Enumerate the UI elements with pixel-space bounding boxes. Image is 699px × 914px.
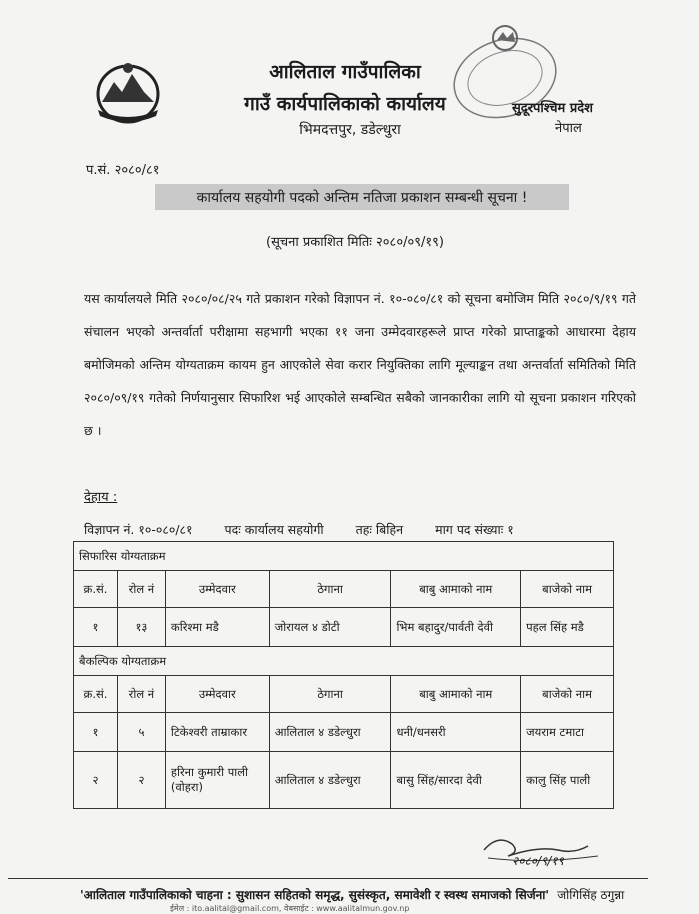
cell-sn: १ [74, 608, 118, 647]
table-header-row [74, 676, 614, 713]
table-header-row [74, 571, 614, 608]
footer-contact: ईमेल : ito.aalital@gmail.com, वेबसाईट : www.aalitalmun.gov.np [170, 904, 410, 913]
advert-details [84, 521, 542, 538]
office-name: गाउँ कार्यपालिकाको कार्यालय [244, 93, 446, 115]
footer-slogan [80, 886, 640, 903]
cell-parents: बासु सिंह/सारदा देवी [391, 752, 521, 809]
cell-parents: भिम बहादुर/पार्वती देवी [391, 608, 521, 647]
cell-grandfather: पहल सिंह मडै [521, 608, 614, 647]
cell-address: आलिताल ४ डडेल्धुरा [269, 752, 391, 809]
cell-parents: धनी/धनसरी [391, 713, 521, 752]
cell-roll: १३ [117, 608, 165, 647]
advert-level: तहः बिहिन [355, 522, 404, 537]
col-candidate: उम्मेदवार [165, 571, 269, 608]
col-sn: क्र.सं. [74, 571, 118, 608]
alternate-section-title: बैकल्पिक योग्यताक्रम [74, 647, 614, 676]
table-row [74, 752, 614, 809]
signature-date: २०८०/९/१९ [512, 854, 564, 868]
office-address: भिमदत्तपुर, डडेल्धुरा [299, 122, 401, 138]
col-address: ठेगाना [269, 676, 391, 713]
advert-number: विज्ञापन नं. १०-०८०/८१ [84, 522, 193, 537]
cell-candidate: टिकेश्वरी ताम्राकार [165, 713, 269, 752]
notice-title: कार्यालय सहयोगी पदको अन्तिम नतिजा प्रकाशन सम्बन्धी सूचना ! [196, 190, 528, 206]
dehay-label: देहाय : [84, 490, 118, 505]
cell-candidate: करिश्मा मडै [165, 608, 269, 647]
province-name: सुदूरपश्चिम प्रदेश [512, 101, 593, 116]
table-row [74, 608, 614, 647]
col-grandfather: बाजेको नाम [521, 676, 614, 713]
footer-divider [8, 878, 648, 879]
notice-body: यस कार्यालयले मिति २०८०/०८/२५ गते प्रकाशन गरेको विज्ञापन नं. १०-०८०/८१ को सूचना बमोजिम मिति २०८०/९/१९ गते संचालन भएको अन्तर्वार्ता परीक्षामा सहभागी भएका ११ जना उम्मेदवारहरूले प्राप्त गरेको प्राप्ताङ्कको आधारमा देहाय बमोजिमको अन्तिम योग्यताक्रम कायम हुन आएकोले सेवा करार नियुक्तिका लागि मूल्याङ्कन तथा अन्तर्वार्ता समितिको मिति २०८०/०९/१९ गतेको निर्णयानुसार सिफारिश भई आएकोले सम्बन्धित सबैको जानकारीका लागि यो सूचना प्रकाशन गरिएको छ । [84, 291, 636, 438]
cell-sn: २ [74, 752, 118, 809]
cell-grandfather: जयराम टमाटा [521, 713, 614, 752]
col-parents: बाबु आमाको नाम [391, 571, 521, 608]
col-grandfather: बाजेको नाम [521, 571, 614, 608]
advert-demand: माग पद संख्याः १ [435, 522, 514, 537]
signer-name: जोगिसिंह ठगुन्ना [557, 888, 625, 902]
cell-grandfather: कालु सिंह पाली [521, 752, 614, 809]
reference-number: प.सं. २०८०/८१ [86, 163, 160, 178]
cell-address: आलिताल ४ डडेल्धुरा [269, 713, 391, 752]
col-sn: क्र.सं. [74, 676, 118, 713]
table-row [74, 713, 614, 752]
cell-sn: १ [74, 713, 118, 752]
col-parents: बाबु आमाको नाम [391, 676, 521, 713]
col-roll: रोल नं [117, 571, 165, 608]
country-name: नेपाल [555, 121, 582, 136]
advert-post: पदः कार्यालय सहयोगी [224, 522, 324, 537]
results-table [73, 541, 614, 809]
published-date: (सूचना प्रकाशित मितिः २०८०/०९/१९) [266, 235, 444, 250]
org-name: आलिताल गाउँपालिका [269, 61, 421, 83]
col-roll: रोल नं [117, 676, 165, 713]
cell-address: जोरायल ४ डोटी [269, 608, 391, 647]
nepal-emblem-icon [88, 58, 168, 128]
cell-candidate: हरिना कुमारी पाली (वोहरा) [165, 752, 269, 809]
cell-roll: ५ [117, 713, 165, 752]
cell-roll: २ [117, 752, 165, 809]
col-address: ठेगाना [269, 571, 391, 608]
col-candidate: उम्मेदवार [165, 676, 269, 713]
footer-text: 'आलिताल गाउँपालिकाको चाहना : सुशासन सहितको समृद्ध, सुसंस्कृत, समावेशी र स्वस्थ समाजको सिर्जना' [80, 888, 550, 902]
recommended-section-title: सिफारिस योग्यताक्रम [74, 542, 614, 571]
